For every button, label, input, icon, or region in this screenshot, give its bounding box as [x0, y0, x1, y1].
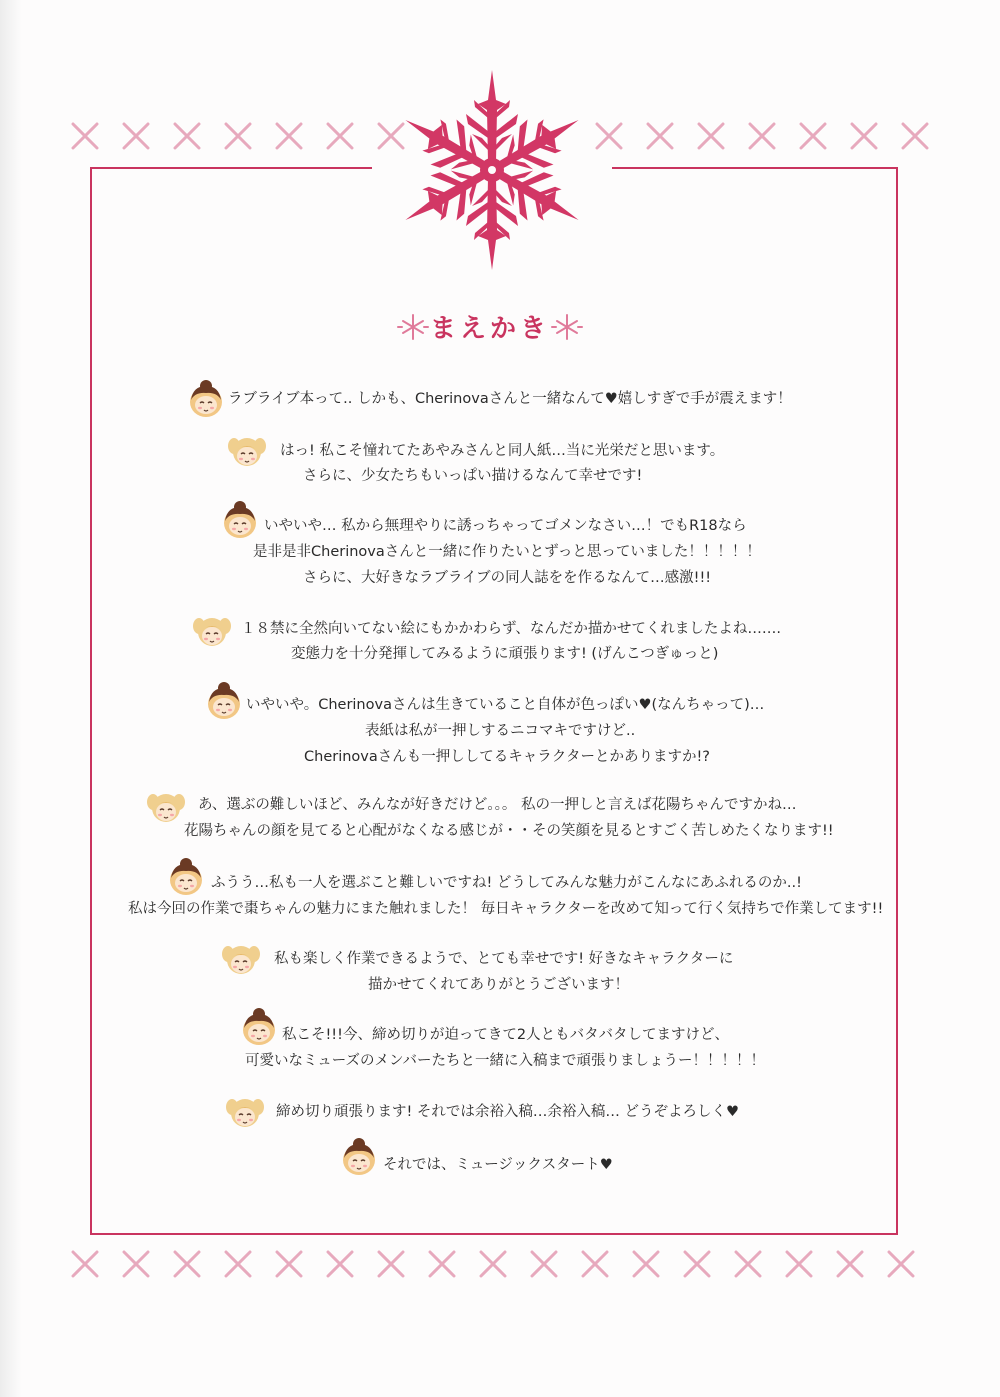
x-mark-icon [478, 1249, 508, 1279]
dialogue-line: さらに、大好きなラブライブの同人誌をを作るなんて…感激!!! [303, 570, 712, 586]
page-binding-edge [0, 0, 22, 1397]
dialogue-line: あ、選ぶの難しいほど、みんなが好きだけど。。。 私の一押しと言えば花陽ちゃんですかね… [198, 797, 797, 813]
brown-haired-chibi-avatar [205, 682, 243, 722]
dialogue-line: さらに、少女たちもいっぱい描けるなんて幸せです! [303, 468, 643, 484]
x-mark-icon [849, 121, 879, 151]
page-title: まえかき [429, 314, 550, 344]
dialogue-line: いやいや… 私から無理やりに誘っちゃってゴメンなさい…！でもR18なら [264, 518, 747, 534]
x-mark-icon [70, 121, 100, 151]
x-mark-icon [376, 1249, 406, 1279]
x-mark-icon [798, 121, 828, 151]
x-mark-icon [835, 1249, 865, 1279]
dialogue-line: ラブライブ本って.. しかも、Cherinovaさんと一緒なんて♥嬉しすぎで手が震えます！ [228, 391, 792, 407]
blonde-twin-tail-chibi-avatar [147, 788, 185, 828]
x-mark-icon [631, 1249, 661, 1279]
brown-haired-chibi-avatar [240, 1008, 278, 1048]
x-mark-icon [70, 1249, 100, 1279]
snowflake-icon [372, 64, 612, 276]
dialogue-line: Cherinovaさんも一押ししてるキャラクターとかありますか!? [304, 749, 710, 765]
dialogue-line: 変態力を十分発揮してみるように頑張ります! (げんこつぎゅっと) [291, 646, 719, 662]
x-mark-icon [645, 121, 675, 151]
x-mark-icon [121, 121, 151, 151]
blonde-twin-tail-chibi-avatar [228, 432, 266, 472]
x-mark-icon [900, 121, 930, 151]
dialogue-line: ふうう…私も一人を選ぶこと難しいですね! どうしてみんな魅力がこんなにあふれるのか..! [211, 875, 802, 891]
x-mark-icon [733, 1249, 763, 1279]
x-mark-icon [682, 1249, 712, 1279]
dialogue-line: それでは、ミュージックスタート♥ [383, 1157, 613, 1173]
x-mark-icon [172, 1249, 202, 1279]
x-mark-icon [784, 1249, 814, 1279]
x-mark-icon [325, 121, 355, 151]
title-block [380, 304, 600, 350]
brown-haired-chibi-avatar [340, 1138, 378, 1178]
blonde-twin-tail-chibi-avatar [226, 1093, 264, 1133]
x-mark-icon [696, 121, 726, 151]
x-mark-icon [427, 1249, 457, 1279]
dialogue-line: 花陽ちゃんの顔を見てると心配がなくなる感じが・・その笑顔を見るとすごく苦しめたくなります!! [184, 823, 834, 839]
x-mark-icon [223, 121, 253, 151]
brown-haired-chibi-avatar [187, 380, 225, 420]
x-mark-icon [172, 121, 202, 151]
dialogue-line: 表紙は私が一押しするニコマキですけど.. [365, 723, 636, 739]
x-mark-icon [274, 1249, 304, 1279]
blonde-twin-tail-chibi-avatar [193, 612, 231, 652]
x-mark-icon [274, 121, 304, 151]
dialogue-line: いやいや。Cherinovaさんは生きていること自体が色っぽい♥(なんちゃって)… [246, 697, 765, 713]
dialogue-line: 是非是非Cherinovaさんと一緒に作りたいとずっと思っていました！！！！！ [253, 544, 761, 560]
brown-haired-chibi-avatar [221, 501, 259, 541]
dialogue-line: 可愛いなミューズのメンバーたちと一緒に入稿まで頑張りましょうー！！！！！ [245, 1053, 765, 1069]
x-mark-icon [886, 1249, 916, 1279]
dialogue-line: 私は今回の作業で棗ちゃんの魅力にまた触れました！ 毎日キャラクターを改めて知って行く気持ちで作業してます!! [128, 901, 884, 917]
dialogue-line: 私も楽しく作業できるようで、とても幸せです! 好きなキャラクターに [274, 951, 734, 967]
blonde-twin-tail-chibi-avatar [222, 940, 260, 980]
x-mark-icon [529, 1249, 559, 1279]
bottom-cross-border [60, 1244, 940, 1284]
x-mark-icon [325, 1249, 355, 1279]
x-mark-icon [223, 1249, 253, 1279]
brown-haired-chibi-avatar [167, 858, 205, 898]
snowflake-icon [548, 312, 586, 342]
x-mark-icon [580, 1249, 610, 1279]
x-mark-icon [747, 121, 777, 151]
dialogue-line: 締め切り頑張ります! それでは余裕入稿…余裕入稿… どうぞよろしく♥ [276, 1104, 740, 1120]
dialogue-line: 私こそ!!!今、締め切りが迫ってきて2人ともバタバタしてますけど、 [282, 1027, 730, 1043]
dialogue-line: はっ! 私こそ憧れてたあやみさんと同人紙…当に光栄だと思います。 [280, 443, 725, 459]
dialogue-line: １８禁に全然向いてない絵にもかかわらず、なんだか描かせてくれましたよね……. [241, 621, 781, 637]
dialogue-line: 描かせてくれてありがとうございます！ [368, 977, 629, 993]
x-mark-icon [121, 1249, 151, 1279]
